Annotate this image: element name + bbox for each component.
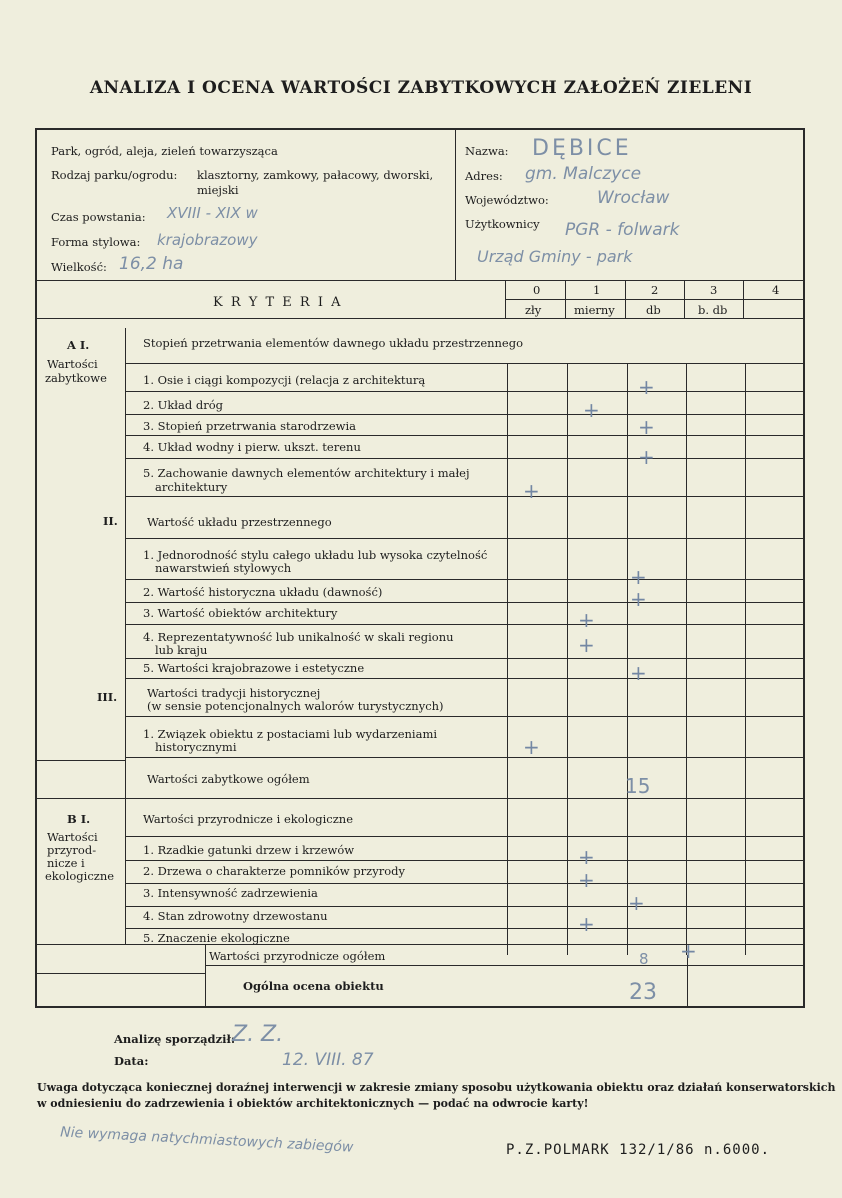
section-a-bottom [37,798,803,799]
criterion-a1-5-cont: architektury [155,480,228,494]
score-name-1: mierny [574,303,615,317]
col-line-0-head [505,280,506,318]
pencil-mark: + [638,415,655,439]
evaluation-form [35,128,805,1008]
group-b-title: Wartości przyrodnicze i ekologiczne [143,812,354,826]
pencil-mark: + [630,661,647,685]
criterion-b-2: 2. Drzewa o charakterze pomników przyrody [143,864,405,878]
criterion-a1-5: 5. Zachowanie dawnych elementów architektury i małej [143,466,470,480]
gb-row-line-0 [125,836,803,837]
section-b-label-3: przyrod- [47,843,97,857]
criteria-header-bottom [37,318,803,319]
pencil-mark: + [638,445,655,469]
section-b-label-2: Wartości [47,830,98,844]
park-label: Park, ogród, aleja, zieleń towarzysząca [51,144,278,158]
pencil-mark: + [523,479,540,503]
criterion-a2-4-cont: lub kraju [155,643,208,657]
wojewodztwo-label: Województwo: [465,193,549,207]
adres-value: gm. Malczyce [525,164,642,184]
header-divider [37,280,803,281]
col-line-2 [627,363,628,955]
group-1-title: Stopień przetrwania elementów dawnego układu przestrzennego [143,336,524,350]
score-name-3: b. db [698,303,728,317]
score-2: 2 [651,283,659,297]
section-a-label-3: zabytkowe [45,371,107,385]
criterion-b-3: 3. Intensywność zadrzewienia [143,886,318,900]
g3-row-line-0 [125,716,803,717]
criterion-a1-1: 1. Osie i ciągi kompozycji (relacja z architekturą [143,373,426,387]
data-value: 12. VIII. 87 [282,1050,374,1070]
overall-value: 23 [629,980,657,1005]
rodzaj-label: Rodzaj parku/ogrodu: [51,168,178,182]
criterion-a3-1-cont: historycznymi [155,740,237,754]
score-3: 3 [710,283,718,297]
czas-value: XVIII - XIX w [167,204,258,222]
uzytkownicy-value-2: Urząd Gminy - park [477,247,633,266]
score-4: 4 [772,283,780,297]
warning-line-2: w odniesieniu do zadrzewienia i obiektów architektonicznych — podać na odwrocie karty! [37,1097,589,1110]
pencil-mark: + [523,735,540,759]
section-a-label: A I. [67,338,90,352]
col-line-0 [507,363,508,955]
wojewodztwo-value: Wrocław [597,188,670,208]
criterion-a2-1: 1. Jednorodność stylu całego układu lub wysoka czytelność [143,548,488,562]
group-2-title: Wartość układu przestrzennego [147,515,332,529]
g2-row-line-2 [125,602,803,603]
header-column-divider [455,130,456,280]
g1-row-line-0 [125,363,803,364]
nazwa-value: DĘBICE [532,136,632,161]
pencil-mark: + [578,868,595,892]
section-b-label-5: ekologiczne [45,869,115,883]
uzytkownicy-value-1: PGR - folwark [565,220,680,240]
gb-row-line-2 [125,883,803,884]
totals-mid-line [205,965,803,966]
pencil-mark: + [583,398,600,422]
gb-row-line-4 [125,928,803,929]
bottom-left-line [37,973,205,974]
rodzaj-options-line2: miejski [197,183,239,197]
criterion-a2-4: 4. Reprezentatywność lub unikalność w skali regionu [143,630,454,644]
score-name-0: zły [525,303,542,317]
criterion-b-5: 5. Znaczenie ekologiczne [143,931,290,945]
wielkosc-value: 16,2 ha [119,254,184,274]
totals-left-line [205,944,206,1008]
col-line-4 [745,363,746,955]
col-line-2-head [625,280,626,318]
g1-row-line-4 [125,458,803,459]
analiza-label: Analizę sporządził: [114,1032,236,1046]
g2-row-line-1 [125,579,803,580]
section-a-roman-2: II. [103,514,118,528]
score-name-2: db [646,303,661,317]
pencil-mark: + [628,891,645,915]
score-1: 1 [593,283,601,297]
gb-row-line-1 [125,860,803,861]
total-b-value: 8 [639,950,649,968]
g1-row-line-2 [125,414,803,415]
g2-row-line-0 [125,538,803,539]
g3-row-line-1 [125,757,803,758]
scores-mid-line [505,299,803,300]
pencil-mark: + [578,608,595,632]
g1-row-line-3 [125,435,803,436]
criterion-a2-3: 3. Wartość obiektów architektury [143,606,338,620]
a-label-split [37,760,125,761]
criterion-b-1: 1. Rzadkie gatunki drzew i krzewów [143,843,355,857]
g2-row-line-4 [125,658,803,659]
analiza-signature: Z. Z. [232,1022,284,1047]
criterion-a1-2: 2. Układ dróg [143,398,224,412]
pencil-mark: + [578,912,595,936]
nazwa-label: Nazwa: [465,144,509,158]
handwritten-note: Nie wymaga natychmiastowych zabiegów [59,1124,354,1156]
section-b-label-4: nicze i [47,856,85,870]
criterion-a2-5: 5. Wartości krajobrazowe i estetyczne [143,661,365,675]
wielkosc-label: Wielkość: [51,260,107,274]
data-label: Data: [114,1054,149,1068]
rodzaj-options-line1: klasztorny, zamkowy, pałacowy, dworski, [197,168,434,182]
col-line-1 [567,363,568,955]
criterion-a3-1: 1. Związek obiektu z postaciami lub wydarzeniami [143,727,438,741]
criterion-a2-1-cont: nawarstwień stylowych [155,561,292,575]
criterion-a1-4: 4. Układ wodny i pierw. ukszt. terenu [143,440,361,454]
section-b-label: B I. [67,812,91,826]
pencil-mark: + [630,565,647,589]
print-id: P.Z.POLMARK 132/1/86 n.6000. [506,1142,771,1158]
criterion-b-4: 4. Stan zdrowotny drzewostanu [143,909,328,923]
col-line-1-head [565,280,566,318]
label-column-line [125,328,126,944]
uzytkownicy-label: Użytkownicy [465,217,540,231]
section-a-roman-3: III. [97,690,118,704]
overall-label: Ogólna ocena obiektu [243,979,384,993]
g1-row-line-5 [125,496,803,497]
criterion-a1-3: 3. Stopień przetrwania starodrzewia [143,419,356,433]
col-line-3-head [684,280,685,318]
section-a-label-2: Wartości [47,357,98,371]
total-a-value: 15 [625,774,651,798]
g2-row-line-3 [125,624,803,625]
forma-value: krajobrazowy [157,231,258,249]
g1-row-line-1 [125,391,803,392]
total-b-label: Wartości przyrodnicze ogółem [209,949,386,963]
kryteria-heading: K R Y T E R I A [213,295,343,310]
g2-row-line-5 [125,678,803,679]
total-a-label: Wartości zabytkowe ogółem [147,772,310,786]
forma-label: Forma stylowa: [51,235,141,249]
group-3-title-cont: (w sensie potencjonalnych walorów turystycznych) [147,699,444,713]
group-3-title: Wartości tradycji historycznej [147,686,321,700]
pencil-mark: + [630,587,647,611]
score-0: 0 [533,283,541,297]
col-line-4-head [743,280,744,318]
czas-label: Czas powstania: [51,210,146,224]
pencil-mark: + [578,633,595,657]
pencil-mark: + [578,845,595,869]
adres-label: Adres: [465,169,503,183]
pencil-mark: + [638,375,655,399]
col-line-3 [686,363,687,955]
gb-row-line-3 [125,906,803,907]
pencil-mark: + [680,939,697,963]
criterion-a2-2: 2. Wartość historyczna układu (dawność) [143,585,383,599]
warning-line-1: Uwaga dotycząca koniecznej doraźnej interwencji w zakresie zmiany sposobu użytkowania obiektu oraz działań konserwatorskich [37,1081,836,1094]
page-title: ANALIZA I OCENA WARTOŚCI ZABYTKOWYCH ZAŁOŻEŃ ZIELENI [89,78,753,98]
